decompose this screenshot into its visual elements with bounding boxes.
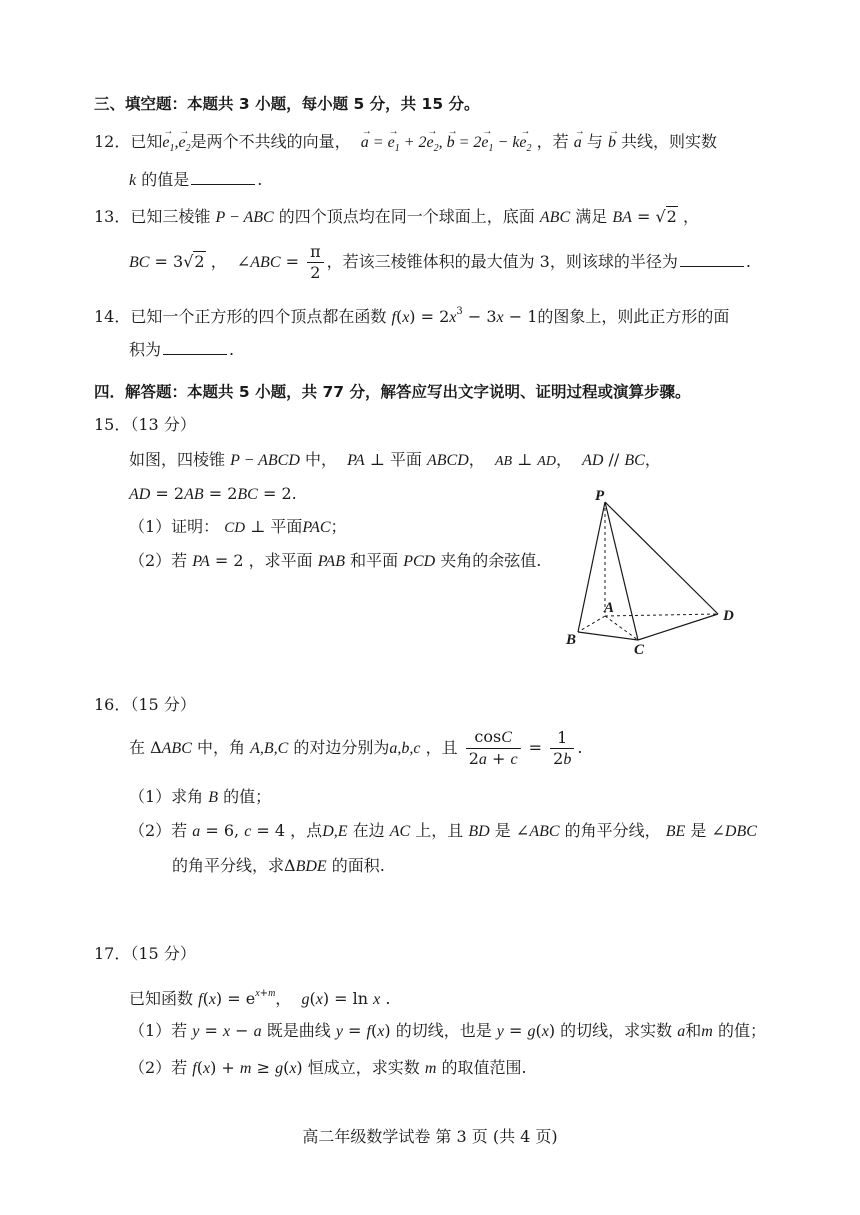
q15-text-1: 如图，四棱锥 <box>129 450 226 469</box>
edge-PC <box>605 502 638 640</box>
q13-text-5: ， <box>210 252 227 271</box>
question-16-part-2-line-2: 的角平分线，求ΔBDE 的面积. <box>172 856 385 875</box>
question-15-line-1: 如图，四棱锥 P − ABCD 中， PA ⊥ 平面 ABCD， AB ⊥ AD， AD // BC， <box>129 450 661 469</box>
q15-text-2: 中， <box>304 450 337 469</box>
q12-text-2: 是两个不共线的向量， <box>190 132 351 151</box>
question-16-part-1: （1）求角 B 的值； <box>129 787 272 806</box>
q15-number: 15． <box>94 415 131 434</box>
question-13-line-2: BC = 3√2 ， ∠ABC = $\frac{\pi}{2}$ ，若该三棱锥体积的最大值为 3，则该球的半径为 . <box>129 242 751 282</box>
question-13-line-1: 13．已知三棱锥 P − ABC 的四个顶点均在同一个球面上，底面 ABC 满足 BA = √2 ， <box>94 207 699 226</box>
q16-text-3: 的对边分别为 <box>293 738 390 757</box>
q15-part-2-label: （2）若 <box>129 551 188 570</box>
question-17-part-2: （2）若 f(x) + m ≥ g(x) 恒成立，求实数 m 的取值范围. <box>129 1058 527 1077</box>
q16-part-2-text-3: 上，且 <box>415 821 464 840</box>
q13-text-1: 已知三棱锥 <box>130 207 211 226</box>
q14-text-1: 已知一个正方形的四个顶点都在函数 <box>130 307 387 326</box>
q12-vectors-e: → $e_1,\to e_2$ <box>162 134 190 151</box>
question-17-header <box>94 943 196 965</box>
question-16-header <box>94 694 196 716</box>
q16-part-2-text-5: 的角平分线， <box>564 821 661 840</box>
q14-end: . <box>229 340 235 359</box>
q15-part-2-text-2: 和平面 <box>350 551 399 570</box>
edge-AD-hidden <box>605 614 718 616</box>
vertex-label-D: D <box>723 608 734 624</box>
q15-text-3: 平面 <box>389 450 422 469</box>
q12-end: . <box>257 170 263 189</box>
q17-text-2: ， <box>275 989 292 1008</box>
q16-part-2-text-6: 是 <box>690 821 707 840</box>
q17-end: . <box>385 989 391 1008</box>
q16-text-2: 中，角 <box>196 738 245 757</box>
page-footer: 高二年级数学试卷 第 3 页 (共 4 页) <box>302 1127 558 1146</box>
q17-text-1: 已知函数 <box>129 989 194 1008</box>
q15-end-1: . <box>291 484 297 503</box>
edge-CD <box>638 614 718 640</box>
q17-part-2-text-1: 恒成立，求实数 <box>307 1058 420 1077</box>
q17-part-1-label: （1）若 <box>129 1021 188 1040</box>
q13-answer-blank[interactable] <box>680 250 744 267</box>
question-15-part-2: （2）若 PA = 2 ，求平面 PAB 和平面 PCD 夹角的余弦值. <box>129 551 542 570</box>
q13-text-6: ，若该三棱锥体积的最大值为 3，则该球的半径为 <box>326 252 678 271</box>
question-15-line-2: AD = 2AB = 2BC = 2. <box>129 484 297 503</box>
q12-text-6: 的值是 <box>141 170 190 189</box>
q17-number: 17． <box>94 944 131 963</box>
q16-part-2-label: （2）若 <box>129 821 188 840</box>
section-3-heading: 三、填空题：本题共 3 小题，每小题 5 分，共 15 分。 <box>94 95 480 113</box>
question-16-part-2-line-1: （2）若 a = 6, c = 4 ，点D,E 在边 AC 上，且 BD 是 ∠ABC 的角平分线， BE 是 ∠DBC <box>129 821 757 840</box>
q14-number: 14． <box>94 307 131 326</box>
q14-text-3: 积为 <box>129 340 162 359</box>
q14-text-2: 的图象上，则此正方形的面 <box>537 307 730 326</box>
question-17-part-1: （1）若 y = x − a 既是曲线 y = f(x) 的切线，也是 y = g(x) 的切线，求实数 a和m 的值； <box>129 1021 766 1040</box>
vertex-label-A: A <box>604 600 615 616</box>
vertex-label-B: B <box>566 632 577 648</box>
vertex-label-C: C <box>634 642 645 656</box>
q13-text-3: 满足 <box>575 207 608 226</box>
q16-part-2-text-2: 在边 <box>352 821 385 840</box>
q16-text-1: 在 <box>129 738 146 757</box>
q12-text-5: 共线，则实数 <box>621 132 718 151</box>
q16-end: . <box>577 738 583 757</box>
q15-part-2-text-1: ，求平面 <box>248 551 313 570</box>
question-14-line-2 <box>129 338 234 361</box>
question-14-line-1: 14．已知一个正方形的四个顶点都在函数 $f(x) = 2x^3 - 3x - 1$的图象上，则此正方形的面 <box>94 306 730 326</box>
q17-part-2-text-2: 的取值范围. <box>441 1058 527 1077</box>
q12-number: 12． <box>94 132 131 151</box>
q16-part-1-text: 的值； <box>223 787 272 806</box>
q17-part-1-text-4: 的值； <box>717 1021 766 1040</box>
question-12-line-1: 12．已知→ $e_1,\to e_2$是两个不共线的向量， → a = → $e_1 + 2\to e_2$, → $b = 2\to e_1 - k\to e_2$ ，若 → a 与 → b 共线，则实数 <box>94 131 717 160</box>
q12-text-1: 已知 <box>130 132 163 151</box>
question-15-header <box>94 414 196 436</box>
q12-formula: → a = → $e_1 + 2\to e_2$, → $b = 2\to e_1 - k\to e_2$ <box>361 134 532 151</box>
edge-AB-hidden <box>578 616 605 632</box>
question-12-line-2: k 的值是 . <box>129 170 263 189</box>
q15-text-5: ， <box>555 450 572 469</box>
q16-text-4: ，且 <box>425 738 458 757</box>
q15-part-1-end: ； <box>330 517 347 536</box>
q16-part-1-label: （1）求角 <box>129 787 204 806</box>
q16-part-2-text-4: 是 <box>494 821 511 840</box>
q16-part-2-text-8: 的面积. <box>331 856 385 875</box>
q15-part-1-text: 平面 <box>270 517 303 536</box>
question-15-part-1: （1）证明： CD ⊥ 平面PAC； <box>129 517 347 536</box>
q16-number: 16． <box>94 695 131 714</box>
q12-text-4: 与 <box>586 132 603 151</box>
q15-score: （13 分） <box>130 415 196 434</box>
q16-score: （15 分） <box>130 695 196 714</box>
q15-text-6: ， <box>644 450 661 469</box>
edge-PB <box>578 502 605 632</box>
q17-score: （15 分） <box>130 944 196 963</box>
q17-part-1-text-1: 既是曲线 <box>266 1021 331 1040</box>
q12-text-3: ，若 <box>536 132 569 151</box>
q15-part-2-text-3: 夹角的余弦值. <box>440 551 542 570</box>
edge-PD <box>605 502 718 614</box>
q13-number: 13． <box>94 207 131 226</box>
question-16-line-1: 在 ΔABC 中，角 A,B,C 的对边分别为a,b,c ，且 $\frac{\cos C}{2a + c}$ = $\frac{1}{2b}$ . <box>129 727 583 768</box>
vertex-label-P: P <box>595 488 605 504</box>
q16-part-2-text-7: 的角平分线，求 <box>172 856 285 875</box>
q17-part-2-label: （2）若 <box>129 1058 188 1077</box>
q14-answer-blank[interactable] <box>163 338 227 355</box>
q13-text-2: 的四个顶点均在同一个球面上，底面 <box>278 207 535 226</box>
pyramid-figure <box>560 484 750 656</box>
q15-part-1-label: （1）证明： <box>129 517 220 536</box>
section-4-heading: 四．解答题：本题共 5 小题，共 77 分，解答应写出文字说明、证明过程或演算步骤。 <box>94 383 691 401</box>
q17-part-1-text-2: 的切线，也是 <box>395 1021 492 1040</box>
q15-text-4: ， <box>468 450 485 469</box>
edge-BC <box>578 632 638 640</box>
q16-part-2-text-1: ，点 <box>290 821 323 840</box>
q13-text-4: ， <box>682 207 699 226</box>
q17-part-1-text-3: 的切线，求实数 <box>560 1021 673 1040</box>
q13-end: . <box>745 252 751 271</box>
question-17-line-1: 已知函数 $f(x) = e^{x+m}$， g(x) = ln x . <box>129 988 391 1008</box>
q12-answer-blank[interactable] <box>191 168 255 185</box>
